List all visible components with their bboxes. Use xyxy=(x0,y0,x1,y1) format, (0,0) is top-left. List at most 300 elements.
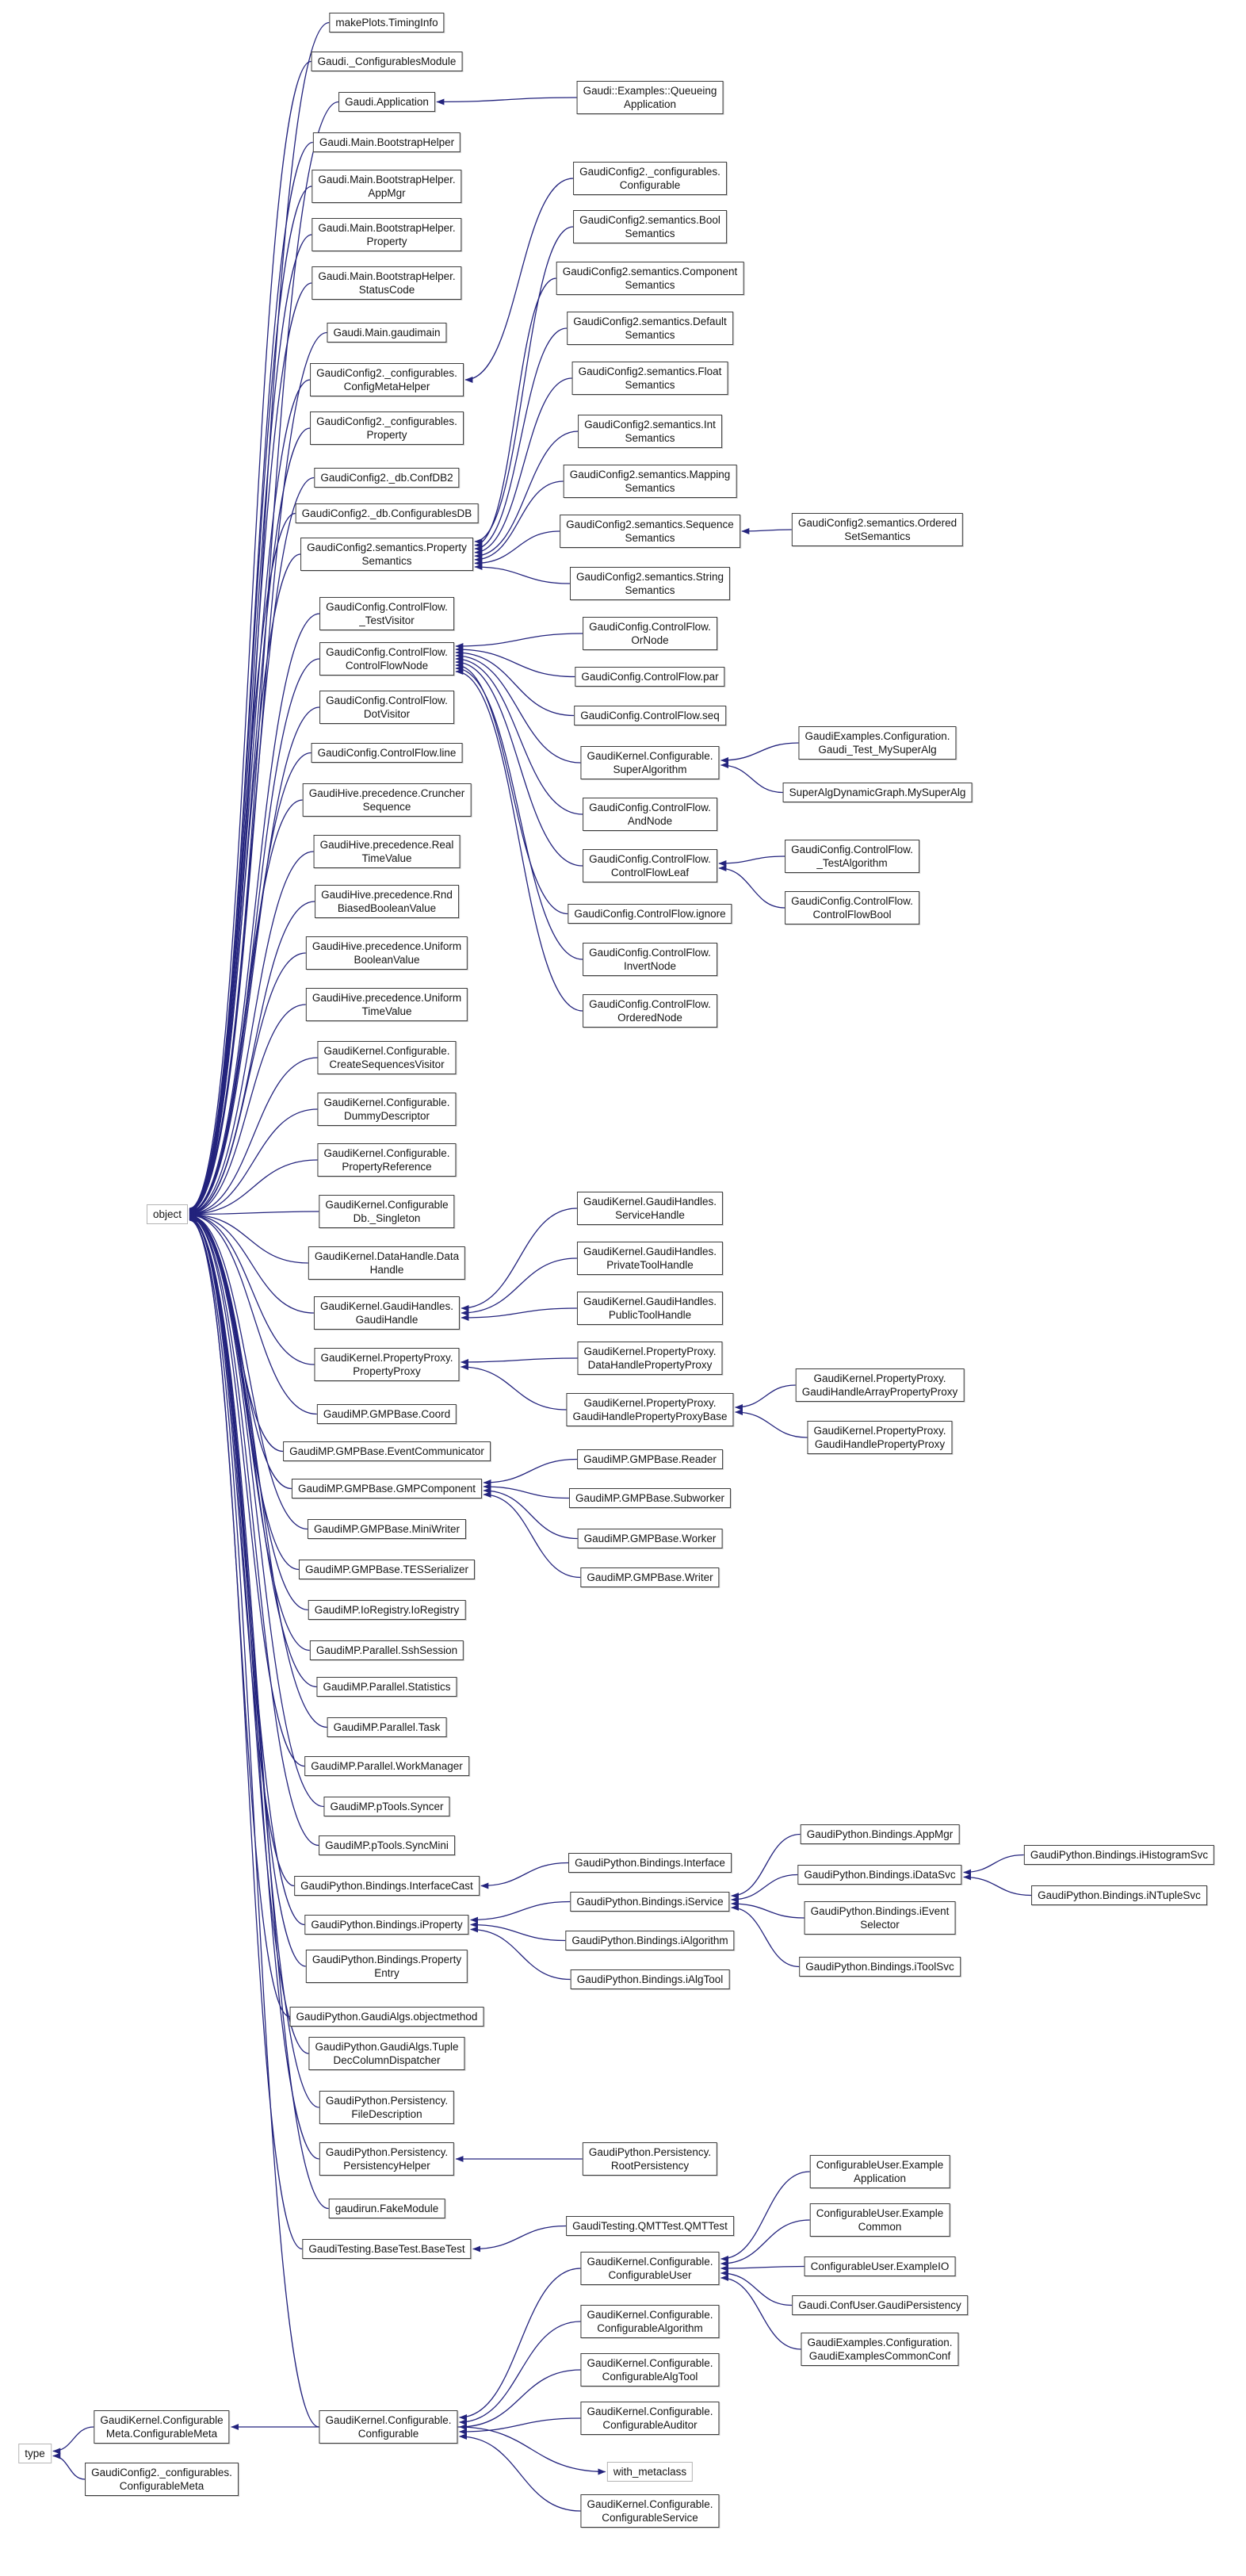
class-node-examplecommon[interactable] xyxy=(810,2203,950,2237)
class-label: gaudirun.FakeModule xyxy=(334,2203,439,2214)
class-node-propertyentry[interactable] xyxy=(306,1950,468,1983)
inheritance-edge-propertysemantics-to-object xyxy=(189,554,300,1211)
class-node-uniformtime[interactable] xyxy=(306,988,468,1021)
class-label: GaudiKernel.GaudiHandles. xyxy=(583,1246,717,1257)
class-node-intuplesvc[interactable] xyxy=(1031,1885,1207,1905)
inheritance-edge-gaudipersistency-to-configurableuser xyxy=(721,2273,793,2306)
class-node-rootpersistency[interactable] xyxy=(583,2142,717,2176)
class-node-ghppbase[interactable] xyxy=(566,1393,733,1426)
class-label: GaudiKernel.Configurable. xyxy=(587,2498,713,2510)
class-label: GaudiPython.Bindings.iEvent xyxy=(810,1905,950,1917)
class-label: GaudiMP.GMPBase.TESSerializer xyxy=(304,1564,469,1575)
inheritance-edge-controlflownode-to-object xyxy=(189,659,319,1211)
class-node-gc2configurablemeta[interactable] xyxy=(85,2463,239,2496)
class-node-mappingsem[interactable] xyxy=(564,465,737,498)
class-label: GaudiPython.Persistency. xyxy=(325,2146,449,2158)
class-label: GaudiKernel.Configurable. xyxy=(587,2309,713,2321)
class-label: FileDescription xyxy=(351,2108,422,2120)
class-node-interface[interactable] xyxy=(568,1853,732,1873)
class-label: ConfigurableAlgorithm xyxy=(597,2322,703,2334)
class-label: GaudiPython.Persistency. xyxy=(325,2095,449,2107)
class-node-confalgtool[interactable] xyxy=(580,2353,719,2387)
inheritance-edge-idatasvc-to-iservice xyxy=(732,1875,798,1900)
class-label: GaudiKernel.Configurable. xyxy=(323,1097,450,1108)
class-label: GaudiPython.Bindings.Property xyxy=(312,1954,462,1965)
class-node-datahandle[interactable] xyxy=(308,1246,465,1280)
class-label: GaudiPython.GaudiAlgs.Tuple xyxy=(315,2041,459,2053)
class-node-bh_statuscode[interactable] xyxy=(312,266,461,300)
class-node-appmgr[interactable] xyxy=(801,1824,960,1844)
class-label: GaudiConfig2._db.ConfDB2 xyxy=(320,472,453,484)
class-label: ConfigurableUser.Example xyxy=(816,2159,944,2171)
class-node-gaudihandle[interactable] xyxy=(314,1296,460,1330)
class-node-ialgorithm[interactable] xyxy=(565,1931,734,1950)
class-label: GaudiConfig.ControlFlow. xyxy=(589,998,711,1010)
class-node-defaultsem[interactable] xyxy=(567,312,733,345)
class-label: GaudiConfig2.semantics.Property xyxy=(307,542,467,553)
inheritance-edge-syncmini-to-object xyxy=(189,1218,319,1846)
class-node-coord[interactable] xyxy=(317,1404,457,1424)
inheritance-edge-gc2configurablemeta-to-type xyxy=(53,2456,85,2480)
inheritance-edge-controlflowleaf-to-controlflownode xyxy=(456,662,583,866)
inheritance-edge-reader-to-gmpcomponent xyxy=(483,1460,577,1483)
class-label: GaudiHive.precedence.Uniform xyxy=(312,940,462,952)
inheritance-edge-stringsem-to-propertysemantics xyxy=(475,567,570,584)
class-label: GaudiMP.GMPBase.Coord xyxy=(323,1408,451,1420)
class-label: SuperAlgDynamicGraph.MySuperAlg xyxy=(789,787,966,798)
inheritance-edge-ialgorithm-to-iproperty xyxy=(471,1925,566,1941)
class-node-boolsem[interactable] xyxy=(573,210,727,243)
class-node-configurableuser[interactable] xyxy=(580,2252,719,2285)
inheritance-edge-andnode-to-controlflownode xyxy=(456,659,583,814)
class-node-cf_line[interactable] xyxy=(312,743,463,763)
class-label: AndNode xyxy=(627,815,673,827)
class-label: GaudiMP.GMPBase.MiniWriter xyxy=(313,1523,461,1535)
class-label: GaudiMP.GMPBase.Writer xyxy=(587,1571,713,1583)
class-label: Semantics xyxy=(625,482,675,494)
class-label: Application xyxy=(623,98,677,110)
inheritance-edge-configurableuser-to-configurable xyxy=(460,2268,581,2417)
class-label: InvertNode xyxy=(623,960,677,972)
class-label: GaudiConfig2.semantics.String xyxy=(575,571,724,583)
class-label: GaudiPython.Bindings.iProperty xyxy=(311,1919,463,1931)
class-label: GaudiPython.Bindings.iService xyxy=(576,1896,724,1908)
class-label: GaudiHandleArrayPropertyProxy xyxy=(801,1386,958,1398)
inheritance-edge-writer-to-gmpcomponent xyxy=(483,1495,580,1578)
class-label: GaudiConfig.ControlFlow. xyxy=(589,853,711,865)
class-label: TimeValue xyxy=(361,852,412,864)
class-node-gaudimain[interactable] xyxy=(327,323,446,343)
inheritance-edge-intuplesvc-to-idatasvc xyxy=(964,1877,1031,1896)
class-node-orderedsetsem[interactable] xyxy=(792,513,963,546)
class-label: GaudiConfig2.semantics.Bool xyxy=(579,214,720,226)
class-label: GaudiConfig2.semantics.Component xyxy=(562,266,738,278)
class-label: ConfigurableUser xyxy=(608,2269,692,2281)
inheritance-edge-ignore-to-controlflownode xyxy=(456,665,568,914)
inheritance-edge-iservice-to-iproperty xyxy=(471,1902,571,1920)
class-label: BooleanValue xyxy=(354,954,420,966)
inheritance-edge-seq-to-controlflownode xyxy=(456,653,574,716)
class-node-configurable[interactable] xyxy=(319,2410,457,2444)
class-node-gc2_property[interactable] xyxy=(310,411,464,445)
class-label: Semantics xyxy=(625,379,675,391)
class-label: GaudiKernel.GaudiHandles. xyxy=(319,1300,454,1312)
class-node-tupledec[interactable] xyxy=(308,2037,464,2070)
class-node-ghproxy[interactable] xyxy=(807,1421,952,1454)
inheritance-edge-orderednode-to-controlflownode xyxy=(456,672,583,1011)
class-node-sequencesem[interactable] xyxy=(560,515,740,548)
class-node-gmpcomponent[interactable] xyxy=(292,1479,482,1499)
class-node-invertnode[interactable] xyxy=(583,943,717,976)
class-label: CreateSequencesVisitor xyxy=(329,1058,445,1070)
class-label: GaudiPython.Bindings.iAlgorithm xyxy=(571,1935,728,1946)
class-node-ignore[interactable] xyxy=(568,904,732,924)
class-node-subworker[interactable] xyxy=(569,1488,731,1508)
class-label: ConfigurableAuditor xyxy=(602,2419,698,2431)
class-label: GaudiPython.Bindings.iToolSvc xyxy=(805,1961,954,1973)
inheritance-edge-mysuperalg-to-superalgorithm xyxy=(721,765,783,793)
class-label: GaudiMP.Parallel.Task xyxy=(333,1721,441,1733)
class-node-stringsem[interactable] xyxy=(570,567,730,600)
inheritance-edge-queueingapp-to-application xyxy=(437,98,577,102)
class-node-task[interactable] xyxy=(327,1717,447,1737)
inheritance-edge-publictoolhandle-to-gaudihandle xyxy=(461,1308,577,1318)
class-node-workmanager[interactable] xyxy=(304,1756,469,1776)
class-label: GaudiPython.Bindings.AppMgr xyxy=(806,1828,954,1840)
inheritance-edge-invertnode-to-controlflownode xyxy=(456,668,583,959)
inheritance-edge-gc2_property-to-object xyxy=(189,428,310,1211)
class-label: GaudiConfig.ControlFlow. xyxy=(589,621,711,633)
class-node-bh_property[interactable] xyxy=(312,218,461,251)
class-label: GaudiPython.Bindings.Interface xyxy=(575,1857,725,1869)
class-node-ihistogramsvc[interactable] xyxy=(1024,1845,1214,1865)
inheritance-edge-floatsem-to-propertysemantics xyxy=(475,378,572,553)
class-label: Application xyxy=(853,2172,907,2184)
inheritance-edge-tupledec-to-object xyxy=(189,1219,308,2054)
class-label: Gaudi_Test_MySuperAlg xyxy=(818,744,937,756)
class-label: GaudiMP.GMPBase.Reader xyxy=(583,1453,717,1465)
class-label: GaudiKernel.PropertyProxy. xyxy=(583,1345,717,1357)
inheritance-edge-testmysuperalg-to-superalgorithm xyxy=(721,743,799,760)
class-label: GaudiKernel.Configurable xyxy=(325,1199,449,1211)
class-label: GaudiConfig.ControlFlow. xyxy=(589,802,711,813)
class-label: GaudiConfig2._configurables. xyxy=(316,367,457,379)
class-label: GaudiHandlePropertyProxyBase xyxy=(572,1410,728,1422)
class-node-superalgorithm[interactable] xyxy=(580,746,719,779)
class-node-floatsem[interactable] xyxy=(572,362,728,395)
class-label: GaudiMP.GMPBase.Subworker xyxy=(575,1492,725,1504)
class-node-confdb2[interactable] xyxy=(314,468,459,488)
class-label: GaudiKernel.Configurable. xyxy=(587,2357,713,2369)
class-node-reader[interactable] xyxy=(577,1449,723,1469)
inheritance-edge-datahandleproxy-to-propertyproxy xyxy=(461,1358,578,1362)
class-label: GaudiKernel.PropertyProxy. xyxy=(813,1425,946,1437)
class-label: GaudiHandle xyxy=(355,1314,419,1326)
class-node-controlflowbool[interactable] xyxy=(785,891,919,924)
inheritance-edge-confdb2-to-object xyxy=(189,478,314,1211)
class-label: GaudiKernel.DataHandle.Data xyxy=(314,1250,460,1262)
class-node-gkconfigurablemeta[interactable] xyxy=(94,2410,229,2444)
class-label: GaudiHive.precedence.Cruncher xyxy=(308,787,465,799)
class-node-iservice[interactable] xyxy=(570,1892,729,1912)
inheritance-edge-ornode-to-controlflownode xyxy=(456,633,583,646)
inheritance-edge-ihistogramsvc-to-idatasvc xyxy=(964,1855,1024,1873)
inheritance-edge-gaudiexamplescommonconf-to-configurableuser xyxy=(721,2278,801,2349)
inheritance-edge-orderedsetsem-to-sequencesem xyxy=(742,530,792,531)
class-label: GaudiPython.Persistency. xyxy=(588,2146,712,2158)
class-label: ConfigMetaHelper xyxy=(343,381,430,392)
class-label: GaudiMP.IoRegistry.IoRegistry xyxy=(314,1604,460,1616)
class-node-filedescription[interactable] xyxy=(319,2091,454,2124)
inheritance-edge-ieventselector-to-iservice xyxy=(732,1904,805,1918)
class-label: Db._Singleton xyxy=(353,1212,421,1224)
inheritance-edge-ghppbase-to-propertyproxy xyxy=(461,1367,567,1410)
class-label: GaudiConfig.ControlFlow. xyxy=(791,844,913,855)
class-label: ControlFlowBool xyxy=(812,909,892,921)
class-node-ialgtool[interactable] xyxy=(571,1969,730,1989)
class-label: type xyxy=(25,2448,45,2459)
class-label: GaudiConfig2._db.ConfigurablesDB xyxy=(301,507,472,519)
class-node-exampleio[interactable] xyxy=(805,2256,956,2276)
class-node-bh_appmgr[interactable] xyxy=(312,170,461,203)
class-label: _TestAlgorithm xyxy=(816,857,888,869)
class-label: with_metaclass xyxy=(613,2466,687,2478)
class-label: StatusCode xyxy=(358,284,415,296)
class-label: GaudiConfig.ControlFlow.par xyxy=(581,671,719,683)
class-label: PrivateToolHandle xyxy=(606,1259,694,1271)
class-node-syncmini[interactable] xyxy=(319,1835,455,1855)
inheritance-edge-fakemodule-to-object xyxy=(189,1219,329,2208)
inheritance-edge-interface-to-interfacecast xyxy=(481,1863,568,1886)
class-node-ornode[interactable] xyxy=(583,617,717,650)
class-node-par[interactable] xyxy=(575,667,724,687)
class-node-controlflownode[interactable] xyxy=(319,642,454,676)
class-label: GaudiPython.Bindings.iAlgTool xyxy=(576,1973,724,1985)
class-node-publictoolhandle[interactable] xyxy=(577,1292,723,1325)
class-node-confalgorithm[interactable] xyxy=(580,2305,719,2338)
class-node-gaudipersistency[interactable] xyxy=(792,2295,968,2315)
class-label: Common xyxy=(858,2221,902,2233)
class-label: GaudiMP.pTools.SyncMini xyxy=(325,1839,449,1851)
class-label: ConfigurableUser.ExampleIO xyxy=(810,2260,950,2272)
class-node-sshsession[interactable] xyxy=(310,1640,464,1660)
class-node-confservice[interactable] xyxy=(580,2494,719,2528)
inheritance-edge-examplecommon-to-configurableuser xyxy=(721,2220,810,2264)
class-node-exampleapplication[interactable] xyxy=(810,2155,950,2188)
class-node-gharrayproxy[interactable] xyxy=(796,1368,965,1402)
class-label: Gaudi.Main.gaudimain xyxy=(333,327,441,339)
class-node-servicehandle[interactable] xyxy=(577,1192,723,1225)
class-label: Configurable xyxy=(357,2428,419,2440)
class-node-testvisitor[interactable] xyxy=(319,597,454,630)
class-node-type[interactable] xyxy=(18,2444,52,2463)
class-label: Semantics xyxy=(625,279,675,291)
class-label: BiasedBooleanValue xyxy=(337,902,437,914)
class-node-gc2_configurable[interactable] xyxy=(573,162,727,195)
class-label: GaudiMP.Parallel.Statistics xyxy=(323,1681,451,1693)
class-label: DecColumnDispatcher xyxy=(333,2054,441,2066)
class-label: GaudiExamples.Configuration. xyxy=(805,730,950,742)
class-node-statistics[interactable] xyxy=(316,1677,457,1697)
class-node-iproperty[interactable] xyxy=(304,1915,468,1935)
class-label: Property xyxy=(366,429,407,441)
class-node-realtimevalue[interactable] xyxy=(314,835,461,868)
class-label: SetSemantics xyxy=(844,530,911,542)
class-label: Gaudi.Main.BootstrapHelper. xyxy=(318,270,456,282)
class-label: Semantics xyxy=(625,532,675,544)
inheritance-edge-dotvisitor-to-object xyxy=(189,707,319,1212)
class-node-mysuperalg[interactable] xyxy=(783,783,973,802)
class-node-testalgorithm[interactable] xyxy=(785,840,919,873)
inheritance-edge-ghproxy-to-ghppbase xyxy=(736,1412,808,1437)
inheritance-edge-ialgtool-to-iproperty xyxy=(471,1930,571,1980)
inheritance-edge-controlflowbool-to-controlflowleaf xyxy=(719,868,785,908)
class-node-application[interactable] xyxy=(338,92,435,112)
class-node-syncer[interactable] xyxy=(323,1797,449,1816)
class-node-qmttest[interactable] xyxy=(566,2216,734,2236)
class-node-worker[interactable] xyxy=(578,1529,723,1548)
class-node-miniwriter[interactable] xyxy=(308,1519,466,1539)
class-label: OrderedNode xyxy=(617,1012,682,1024)
inheritance-edge-par-to-controlflownode xyxy=(456,649,575,677)
class-node-interfacecast[interactable] xyxy=(294,1876,480,1896)
class-node-basetest[interactable] xyxy=(302,2239,471,2259)
class-label: GaudiKernel.GaudiHandles. xyxy=(583,1296,717,1307)
class-node-eventcommunicator[interactable] xyxy=(283,1441,491,1461)
class-node-privatetoolhandle[interactable] xyxy=(577,1242,723,1275)
class-label: ConfigurableService xyxy=(602,2512,698,2524)
class-node-createseqvisitor[interactable] xyxy=(317,1041,456,1074)
class-label: Configurable xyxy=(619,179,681,191)
class-node-crunchersequence[interactable] xyxy=(303,783,472,817)
class-label: GaudiKernel.Configurable. xyxy=(325,2414,452,2426)
class-label: Semantics xyxy=(625,432,675,444)
class-label: Meta.ConfigurableMeta xyxy=(105,2428,218,2440)
class-node-persistencyhelper[interactable] xyxy=(319,2142,454,2176)
inheritance-edge-qmttest-to-basetest xyxy=(473,2226,566,2249)
class-node-confauditor[interactable] xyxy=(580,2402,719,2435)
class-node-configmetahelper[interactable] xyxy=(310,363,464,396)
class-label: ConfigurableAlgTool xyxy=(602,2371,698,2383)
class-label: GaudiKernel.Configurable. xyxy=(323,1045,450,1057)
class-label: Gaudi.Main.BootstrapHelper. xyxy=(318,174,456,186)
class-node-with_metaclass[interactable] xyxy=(607,2462,693,2482)
class-label: GaudiHandlePropertyProxy xyxy=(814,1438,946,1450)
class-node-uniformboolean[interactable] xyxy=(306,936,468,970)
inheritance-edge-componentsem-to-propertysemantics xyxy=(475,278,556,545)
class-label: GaudiConfig2.semantics.Default xyxy=(573,316,727,327)
class-label: SuperAlgorithm xyxy=(613,764,687,775)
class-node-bootstraphelper[interactable] xyxy=(313,132,461,152)
class-node-idatasvc[interactable] xyxy=(797,1865,961,1885)
inheritance-edge-servicehandle-to-gaudihandle xyxy=(461,1208,577,1308)
class-node-datahandleproxy[interactable] xyxy=(577,1342,722,1375)
class-label: Gaudi.Main.BootstrapHelper. xyxy=(318,222,456,234)
class-node-configurablesmodule[interactable] xyxy=(312,52,463,71)
class-label: GaudiMP.Parallel.WorkManager xyxy=(311,1760,463,1772)
class-node-controlflowleaf[interactable] xyxy=(583,849,717,882)
class-node-gaudiexamplescommonconf[interactable] xyxy=(801,2333,958,2366)
class-label: GaudiKernel.Configurable. xyxy=(587,2406,713,2417)
class-label: Semantics xyxy=(625,228,675,239)
inheritance-edge-coord-to-object xyxy=(189,1215,317,1414)
inheritance-edge-confservice-to-configurable xyxy=(460,2436,581,2511)
class-node-ioregistry[interactable] xyxy=(308,1600,466,1620)
class-node-componentsem[interactable] xyxy=(556,262,744,295)
class-node-dotvisitor[interactable] xyxy=(319,691,454,724)
class-label: Gaudi::Examples::Queueing xyxy=(583,85,717,97)
class-label: GaudiConfig2.semantics.Int xyxy=(584,419,716,431)
class-label: Sequence xyxy=(362,801,411,813)
class-label: GaudiConfig2.semantics.Mapping xyxy=(569,469,731,480)
class-node-configurablesdb[interactable] xyxy=(296,503,479,523)
class-node-seq[interactable] xyxy=(574,706,726,725)
class-label: GaudiConfig2._configurables. xyxy=(91,2467,232,2478)
class-node-singleton[interactable] xyxy=(319,1195,454,1228)
class-label: _TestVisitor xyxy=(359,614,415,626)
class-node-ieventselector[interactable] xyxy=(805,1901,956,1935)
class-label: GaudiConfig.ControlFlow.seq xyxy=(580,710,720,722)
class-node-dummydescriptor[interactable] xyxy=(317,1093,456,1126)
inheritance-edge-bh_appmgr-to-object xyxy=(189,186,312,1209)
class-label: GaudiConfig.ControlFlow.ignore xyxy=(574,908,726,920)
class-label: Handle xyxy=(369,1264,404,1276)
class-label: ControlFlowNode xyxy=(345,660,429,672)
class-node-andnode[interactable] xyxy=(583,798,717,831)
class-node-testmysuperalg[interactable] xyxy=(798,726,956,760)
class-node-propertyproxy[interactable] xyxy=(314,1348,459,1381)
class-node-intsem[interactable] xyxy=(578,415,722,448)
class-label: GaudiConfig2.semantics.Float xyxy=(578,366,722,377)
class-label: GaudiTesting.BaseTest.BaseTest xyxy=(308,2243,465,2255)
class-node-itoolsvc[interactable] xyxy=(799,1957,961,1977)
class-label: DummyDescriptor xyxy=(343,1110,430,1122)
class-node-queueingapp[interactable] xyxy=(577,81,724,114)
class-label: Gaudi._ConfigurablesModule xyxy=(317,56,457,67)
class-label: GaudiHive.precedence.Rnd xyxy=(321,889,453,901)
class-label: GaudiKernel.Configurable. xyxy=(587,750,713,762)
class-node-timinginfo[interactable] xyxy=(329,13,444,33)
class-label: GaudiKernel.PropertyProxy. xyxy=(813,1372,946,1384)
class-label: GaudiHive.precedence.Uniform xyxy=(312,992,462,1004)
class-label: ServiceHandle xyxy=(615,1209,685,1221)
inheritance-edge-basetest-to-object xyxy=(189,1220,302,2249)
class-label: DotVisitor xyxy=(363,708,411,720)
inheritance-edge-testalgorithm-to-controlflowleaf xyxy=(719,856,785,863)
inheritance-edge-bootstraphelper-to-object xyxy=(189,143,313,1209)
class-label: GaudiConfig2.semantics.Ordered xyxy=(797,517,957,529)
class-node-objectmethod[interactable] xyxy=(290,2007,484,2027)
class-node-fakemodule[interactable] xyxy=(329,2199,445,2218)
class-node-propertysemantics[interactable] xyxy=(300,538,473,571)
class-label: GaudiPython.GaudiAlgs.objectmethod xyxy=(296,2011,478,2023)
inheritance-edge-defaultsem-to-propertysemantics xyxy=(475,328,567,549)
class-label: PublicToolHandle xyxy=(608,1309,692,1321)
class-node-rndbiased[interactable] xyxy=(315,885,459,918)
inheritance-edge-realtimevalue-to-object xyxy=(189,852,314,1212)
class-node-orderednode[interactable] xyxy=(583,994,717,1028)
class-label: GaudiPython.Bindings.iDataSvc xyxy=(804,1869,956,1881)
class-label: GaudiMP.GMPBase.Worker xyxy=(583,1533,717,1544)
class-node-tesserializer[interactable] xyxy=(299,1560,475,1579)
class-label: GaudiExamples.Configuration. xyxy=(807,2337,953,2348)
class-label: GaudiConfig.ControlFlow. xyxy=(326,695,448,706)
class-node-propertyreference[interactable] xyxy=(317,1143,456,1177)
class-label: GaudiMP.pTools.Syncer xyxy=(330,1801,444,1812)
inheritance-edge-superalgorithm-to-controlflownode xyxy=(456,656,581,763)
class-node-writer[interactable] xyxy=(580,1567,719,1587)
class-node-object[interactable] xyxy=(147,1204,188,1224)
